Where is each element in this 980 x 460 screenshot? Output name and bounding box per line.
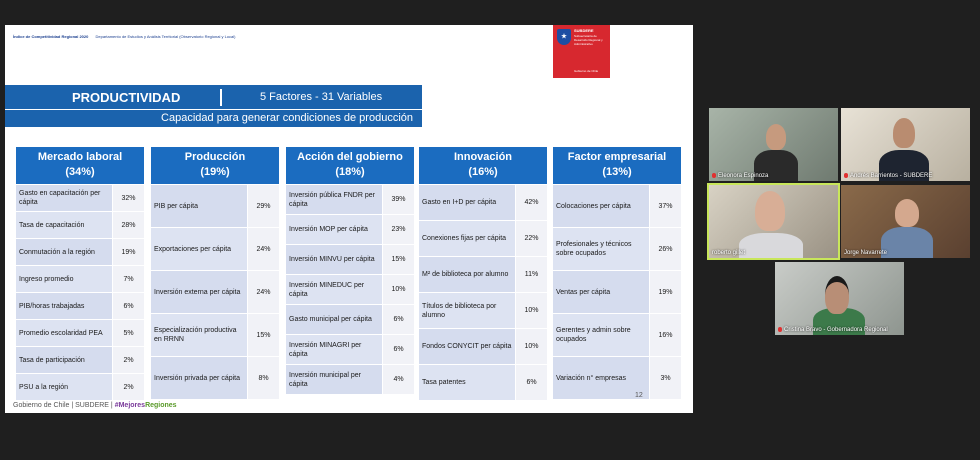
variable-row (419, 329, 547, 364)
participant-name: roberto gillet (712, 250, 746, 256)
participant-face (893, 118, 915, 148)
variable-row (151, 314, 279, 356)
variable-weight: 2% (113, 374, 144, 400)
variable-row (16, 239, 144, 265)
variable-weight: 10% (383, 275, 414, 304)
variable-label: Títulos de biblioteca por alumno (419, 293, 515, 328)
variable-row (16, 320, 144, 346)
variable-weight: 6% (383, 305, 414, 334)
factor-column (16, 147, 144, 401)
variable-row (286, 275, 414, 304)
participant-name: Cristina Bravo - Gobernadora Regional (778, 327, 888, 333)
variable-weight: 19% (113, 239, 144, 265)
logo-brand: SUBDERE (574, 28, 594, 33)
variable-weight: 37% (650, 185, 681, 227)
participant-face (895, 199, 919, 227)
variable-weight: 11% (516, 257, 547, 292)
variable-label: Gasto en I+D per cápita (419, 185, 515, 220)
slide-header-title: Índice de Competitividad Regional 2020 (13, 34, 89, 39)
banner-factors: 5 Factores - 31 Variables (260, 91, 383, 103)
variable-label: Inversión MOP per cápita (286, 215, 382, 244)
participant-face (825, 276, 849, 314)
variable-weight: 6% (383, 335, 414, 364)
logo-footer: Gobierno de Chile (574, 69, 599, 73)
variable-label: Inversión MINEDUC per cápita (286, 275, 382, 304)
variable-row (16, 212, 144, 238)
variable-weight: 3% (650, 357, 681, 399)
factor-column (553, 147, 681, 400)
variable-weight: 29% (248, 185, 279, 227)
participant-silhouette (881, 227, 933, 258)
footer-text: Gobierno de Chile | SUBDERE | (13, 402, 113, 409)
variable-label: Variación n° empresas (553, 357, 649, 399)
variable-label: Inversión municipal per cápita (286, 365, 382, 394)
factor-column-header (151, 147, 279, 184)
footer-hashtag-part-b: Regiones (145, 402, 177, 409)
variable-label: Tasa patentes (419, 365, 515, 400)
factor-title: Factor empresarial (567, 151, 667, 163)
variable-row (16, 293, 144, 319)
variable-row (16, 185, 144, 211)
video-tile-eleonora[interactable] (709, 108, 838, 181)
variable-weight: 39% (383, 185, 414, 214)
variable-row (419, 221, 547, 256)
variable-weight: 28% (113, 212, 144, 238)
variable-row (553, 185, 681, 227)
variable-row (553, 357, 681, 399)
variable-row (419, 257, 547, 292)
variable-weight: 19% (650, 271, 681, 313)
mic-muted-icon (844, 173, 848, 178)
mic-muted-icon (712, 173, 716, 178)
variable-label: Conmutación a la región (16, 239, 112, 265)
video-tile-jorge[interactable] (841, 185, 970, 258)
variable-weight: 5% (113, 320, 144, 346)
variable-weight: 24% (248, 228, 279, 270)
variable-label: Inversión externa per cápita (151, 271, 247, 313)
variable-label: Tasa de participación (16, 347, 112, 373)
slide-footer (13, 402, 177, 409)
banner-title: PRODUCTIVIDAD (72, 90, 181, 105)
factor-weight: (16%) (468, 166, 498, 178)
variable-label: Promedio escolaridad PEA (16, 320, 112, 346)
factor-column (286, 147, 414, 395)
footer-hashtag-part-a: #Mejores (114, 402, 146, 409)
participant-face (766, 124, 786, 150)
factor-column-header (553, 147, 681, 184)
variable-row (286, 215, 414, 244)
variable-row (553, 228, 681, 270)
variable-label: Especialización productiva en RRNN (151, 314, 247, 356)
variable-row (151, 357, 279, 399)
variable-weight: 32% (113, 185, 144, 211)
footer-hashtag (115, 402, 177, 409)
subdere-logo (553, 25, 610, 78)
variable-row (286, 185, 414, 214)
participant-face (755, 191, 785, 231)
factor-column (419, 147, 547, 401)
variable-label: Inversión pública FNDR per cápita (286, 185, 382, 214)
variable-label: Fondos CONYCIT per cápita (419, 329, 515, 364)
factor-title: Producción (184, 151, 246, 163)
factor-weight: (13%) (602, 166, 632, 178)
variable-weight: 6% (113, 293, 144, 319)
variable-row (286, 305, 414, 334)
variable-label: Ingreso promedio (16, 266, 112, 292)
variable-label: Conexiones fijas per cápita (419, 221, 515, 256)
banner-divider (220, 89, 222, 106)
participant-silhouette (739, 233, 803, 260)
video-tile-cristina[interactable] (775, 262, 904, 335)
participant-name: Andrés Barrientos - SUBDERE (844, 173, 932, 179)
variable-row (286, 335, 414, 364)
slide-header-subtitle: Departamento de Estudios y Análisis Territorial (Observatorio Regional y Local) (95, 34, 236, 39)
video-tile-roberto-active-speaker[interactable] (707, 183, 840, 260)
participant-name: Eleonora Espinoza (712, 173, 768, 179)
variable-row (151, 185, 279, 227)
variable-weight: 7% (113, 266, 144, 292)
variable-label: Inversión MINVU per cápita (286, 245, 382, 274)
page-number: 12 (635, 392, 643, 399)
variable-weight: 10% (516, 329, 547, 364)
variable-label: Inversión MINAGRI per cápita (286, 335, 382, 364)
variable-label: Inversión privada per cápita (151, 357, 247, 399)
variable-label: Gasto en capacitación per cápita (16, 185, 112, 211)
variable-row (419, 293, 547, 328)
variable-row (286, 365, 414, 394)
variable-weight: 15% (383, 245, 414, 274)
participant-name: Jorge Navarrete (844, 250, 888, 256)
factor-title: Mercado laboral (37, 151, 123, 163)
variable-row (553, 271, 681, 313)
variable-weight: 6% (516, 365, 547, 400)
factor-title: Acción del gobierno (297, 151, 403, 163)
variable-label: Ventas per cápita (553, 271, 649, 313)
variable-weight: 4% (383, 365, 414, 394)
variable-label: Gasto municipal per cápita (286, 305, 382, 334)
variable-weight: 10% (516, 293, 547, 328)
variable-weight: 8% (248, 357, 279, 399)
variable-weight: 24% (248, 271, 279, 313)
mic-muted-icon (778, 327, 782, 332)
variable-label: Profesionales y técnicos sobre ocupados (553, 228, 649, 270)
variable-row (16, 266, 144, 292)
slide-header (13, 34, 235, 39)
banner-subtitle: Capacidad para generar condiciones de producción (161, 112, 413, 124)
video-tile-andres[interactable] (841, 108, 970, 181)
variable-label: Colocaciones per cápita (553, 185, 649, 227)
variable-weight: 2% (113, 347, 144, 373)
variable-weight: 42% (516, 185, 547, 220)
variable-label: Gerentes y admin sobre ocupados (553, 314, 649, 356)
variable-weight: 15% (248, 314, 279, 356)
factor-column-header (419, 147, 547, 184)
factor-weight: (18%) (335, 166, 365, 178)
variable-label: PSU a la región (16, 374, 112, 400)
variable-label: PIB/horas trabajadas (16, 293, 112, 319)
variable-row (151, 228, 279, 270)
logo-subtitle: Subsecretaría de Desarrollo Regional y Administrativo (574, 34, 603, 46)
variable-label: M² de biblioteca por alumno (419, 257, 515, 292)
variable-label: Exportaciones per cápita (151, 228, 247, 270)
variable-row (16, 374, 144, 400)
title-banner (5, 85, 422, 109)
factor-weight: (34%) (65, 166, 95, 178)
variable-weight: 22% (516, 221, 547, 256)
factor-column-header (16, 147, 144, 184)
variable-row (151, 271, 279, 313)
variable-row (286, 245, 414, 274)
variable-row (553, 314, 681, 356)
variable-row (419, 365, 547, 400)
variable-weight: 23% (383, 215, 414, 244)
variable-row (419, 185, 547, 220)
presentation-slide (5, 25, 693, 413)
variable-label: Tasa de capacitación (16, 212, 112, 238)
factor-weight: (19%) (200, 166, 230, 178)
chile-crest-icon (557, 29, 571, 45)
subtitle-banner (5, 110, 422, 127)
variable-weight: 16% (650, 314, 681, 356)
factor-title: Innovación (453, 151, 513, 163)
variable-label: PIB per cápita (151, 185, 247, 227)
variable-weight: 26% (650, 228, 681, 270)
variable-row (16, 347, 144, 373)
factor-column (151, 147, 279, 400)
factor-column-header (286, 147, 414, 184)
